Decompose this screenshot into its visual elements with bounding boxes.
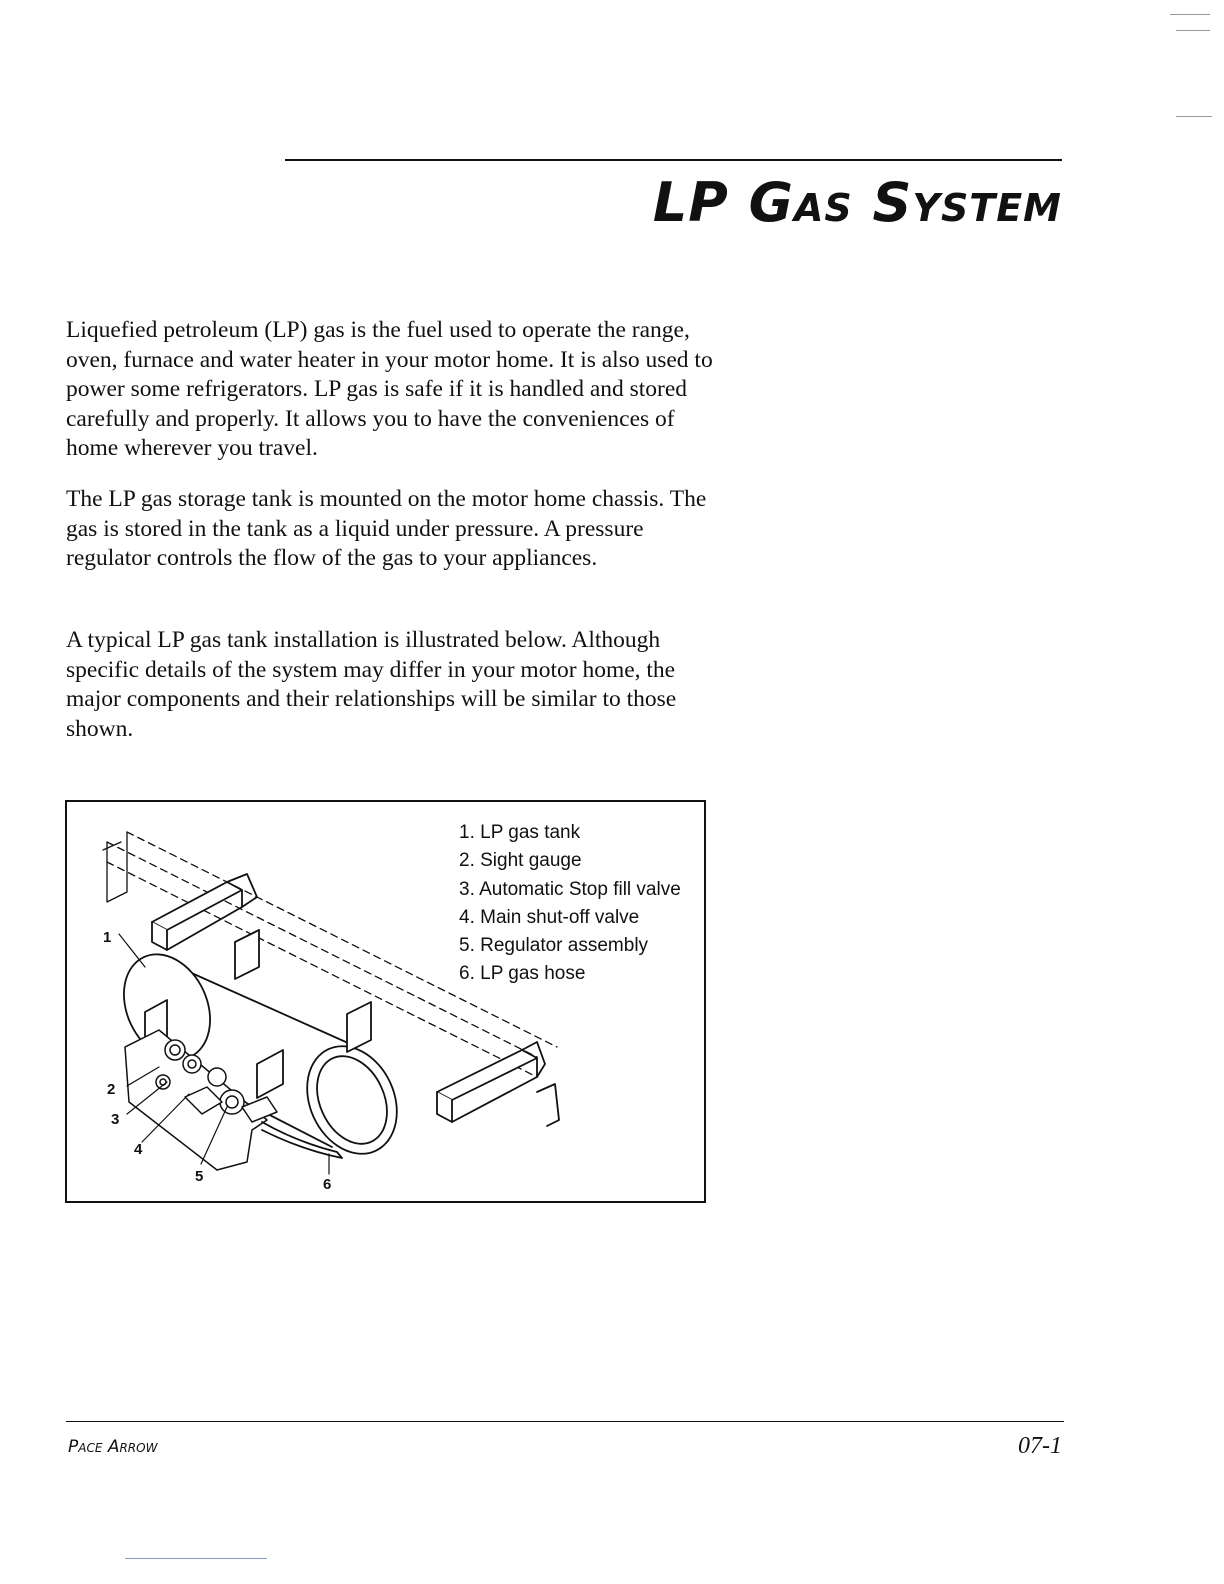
page-title: LP Gas System xyxy=(652,171,1062,234)
callout-4: 4 xyxy=(134,1141,143,1158)
callout-2: 2 xyxy=(107,1081,116,1098)
storage-paragraph: The LP gas storage tank is mounted on the motor home chassis. The gas is stored in the tank as a liquid under pressure. A pressure regulator controls the flow of the gas to your appliances. xyxy=(66,486,707,571)
footer-brand: Pace Arrow xyxy=(68,1437,158,1457)
illustration-paragraph: A typical LP gas tank installation is illustrated below. Although specific details of the system may differ in your motor home, the major components and their relationships will be similar to those shown. xyxy=(66,627,677,742)
title-rule xyxy=(285,159,1062,161)
lp-tank-illustration xyxy=(65,800,706,1203)
legend-item: 6. LP gas hose xyxy=(459,963,586,985)
callout-6: 6 xyxy=(323,1176,332,1193)
legend-item: 2. Sight gauge xyxy=(459,850,582,872)
legend-item: 4. Main shut-off valve xyxy=(459,906,640,928)
component-legend xyxy=(459,819,681,989)
scan-mark xyxy=(125,1558,267,1559)
footer-rule xyxy=(66,1421,1064,1422)
callout-5: 5 xyxy=(195,1168,204,1185)
cross-member-rear xyxy=(437,1042,559,1126)
legend-item: 5. Regulator assembly xyxy=(459,935,649,957)
scan-mark xyxy=(1170,14,1210,15)
intro-paragraph: Liquefied petroleum (LP) gas is the fuel used to operate the range, oven, furnace and water heater in your motor home. It is also used to power some refrigerators. LP gas is safe if it is handled and stored carefully and properly. It allows you to have the conveniences of home wherever you travel. xyxy=(66,317,713,461)
callout-3: 3 xyxy=(111,1111,120,1128)
scan-mark xyxy=(1176,116,1212,117)
callout-1: 1 xyxy=(103,929,112,946)
page-number: 07-1 xyxy=(1018,1433,1062,1459)
scan-mark xyxy=(1176,30,1210,31)
legend-item: 1. LP gas tank xyxy=(459,822,581,843)
legend-item: 3. Automatic Stop fill valve xyxy=(459,878,681,900)
